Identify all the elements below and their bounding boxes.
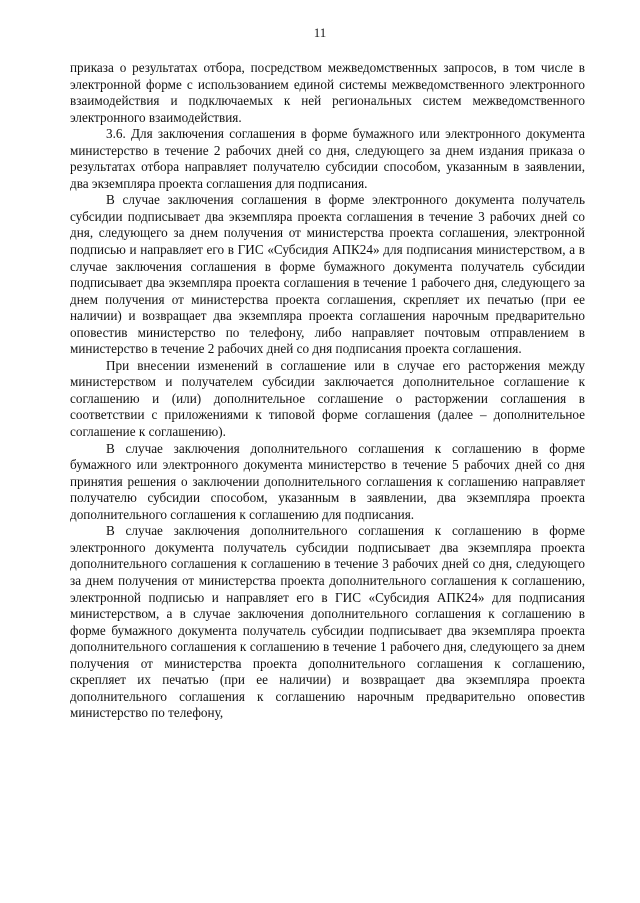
page-number: 11	[313, 25, 327, 40]
document-body	[70, 60, 585, 722]
paragraph-amendments: При внесении изменений в соглашение или в случае его расторжения между министерством и получателем субсидии заключается дополнительное соглашение к соглашению и (или) дополнительное соглашение о расторжении соглашения в соответствии с приложениями к типовой форме соглашения (далее – дополнительное соглашение к соглашению).	[70, 357, 585, 440]
paragraph-continuation: приказа о результатах отбора, посредством межведомственных запросов, в том числе в электронной форме с использованием единой системы межведомственного электронного взаимодействия и подключаемых к ней региональных систем межведомственного электронного взаимодействия.	[70, 60, 585, 125]
paragraph-additional-agreement-electronic: В случае заключения дополнительного соглашения к соглашению в форме электронного документа получатель субсидии подписывает два экземпляра проекта дополнительного соглашения к соглашению в течение 3 рабочих дней со дня, следующего за днем получения от министерства проекта дополнительного соглашения к соглашению, электронной подписью и направляет его в ГИС «Субсидия АПК24» для подписания министерством, а в случае заключения дополнительного соглашения к соглашению в форме бумажного документа получатель субсидии подписывает два экземпляра проекта дополнительного соглашения к соглашению в течение 1 рабочего дня, следующего за днем получения от министерства проекта дополнительного соглашения к соглашению, скрепляет их печатью (при ее наличии) и возвращает два экземпляра проекта дополнительного соглашения к соглашению нарочным предварительно оповестив министерство по телефону,	[70, 523, 585, 721]
paragraph-additional-agreement: В случае заключения дополнительного соглашения к соглашению в форме бумажного или электронного документа министерство в течение 5 рабочих дней со дня принятия решения о заключении дополнительного соглашения к соглашению направляет получателю субсидии способом, указанным в заявлении, два экземпляра проекта дополнительного соглашения к соглашению для подписания.	[70, 440, 585, 522]
paragraph-3-6: 3.6. Для заключения соглашения в форме бумажного или электронного документа министерство в течение 2 рабочих дней со дня, следующего за днем издания приказа о результатах отбора направляет получателю субсидии способом, указанным в заявлении, два экземпляра проекта соглашения для подписания.	[70, 126, 585, 191]
paragraph-electronic-agreement: В случае заключения соглашения в форме электронного документа получатель субсидии подписывает два экземпляра проекта соглашения в течение 3 рабочих дней со дня, следующего за днем получения от министерства проекта соглашения, электронной подписью и направляет его в ГИС «Субсидия АПК24» для подписания министерством, а в случае заключения соглашения в форме бумажного документа получатель субсидии подписывает два экземпляра проекта соглашения в течение 1 рабочего дня, следующего за днем получения от министерства проекта соглашения, скрепляет их печатью (при ее наличии) и возвращает два экземпляра проекта соглашения нарочным предварительно оповестив министерство по телефону, либо направляет почтовым отправлением в министерство в течение 2 рабочих дней со дня подписания проекта соглашения.	[70, 192, 585, 357]
